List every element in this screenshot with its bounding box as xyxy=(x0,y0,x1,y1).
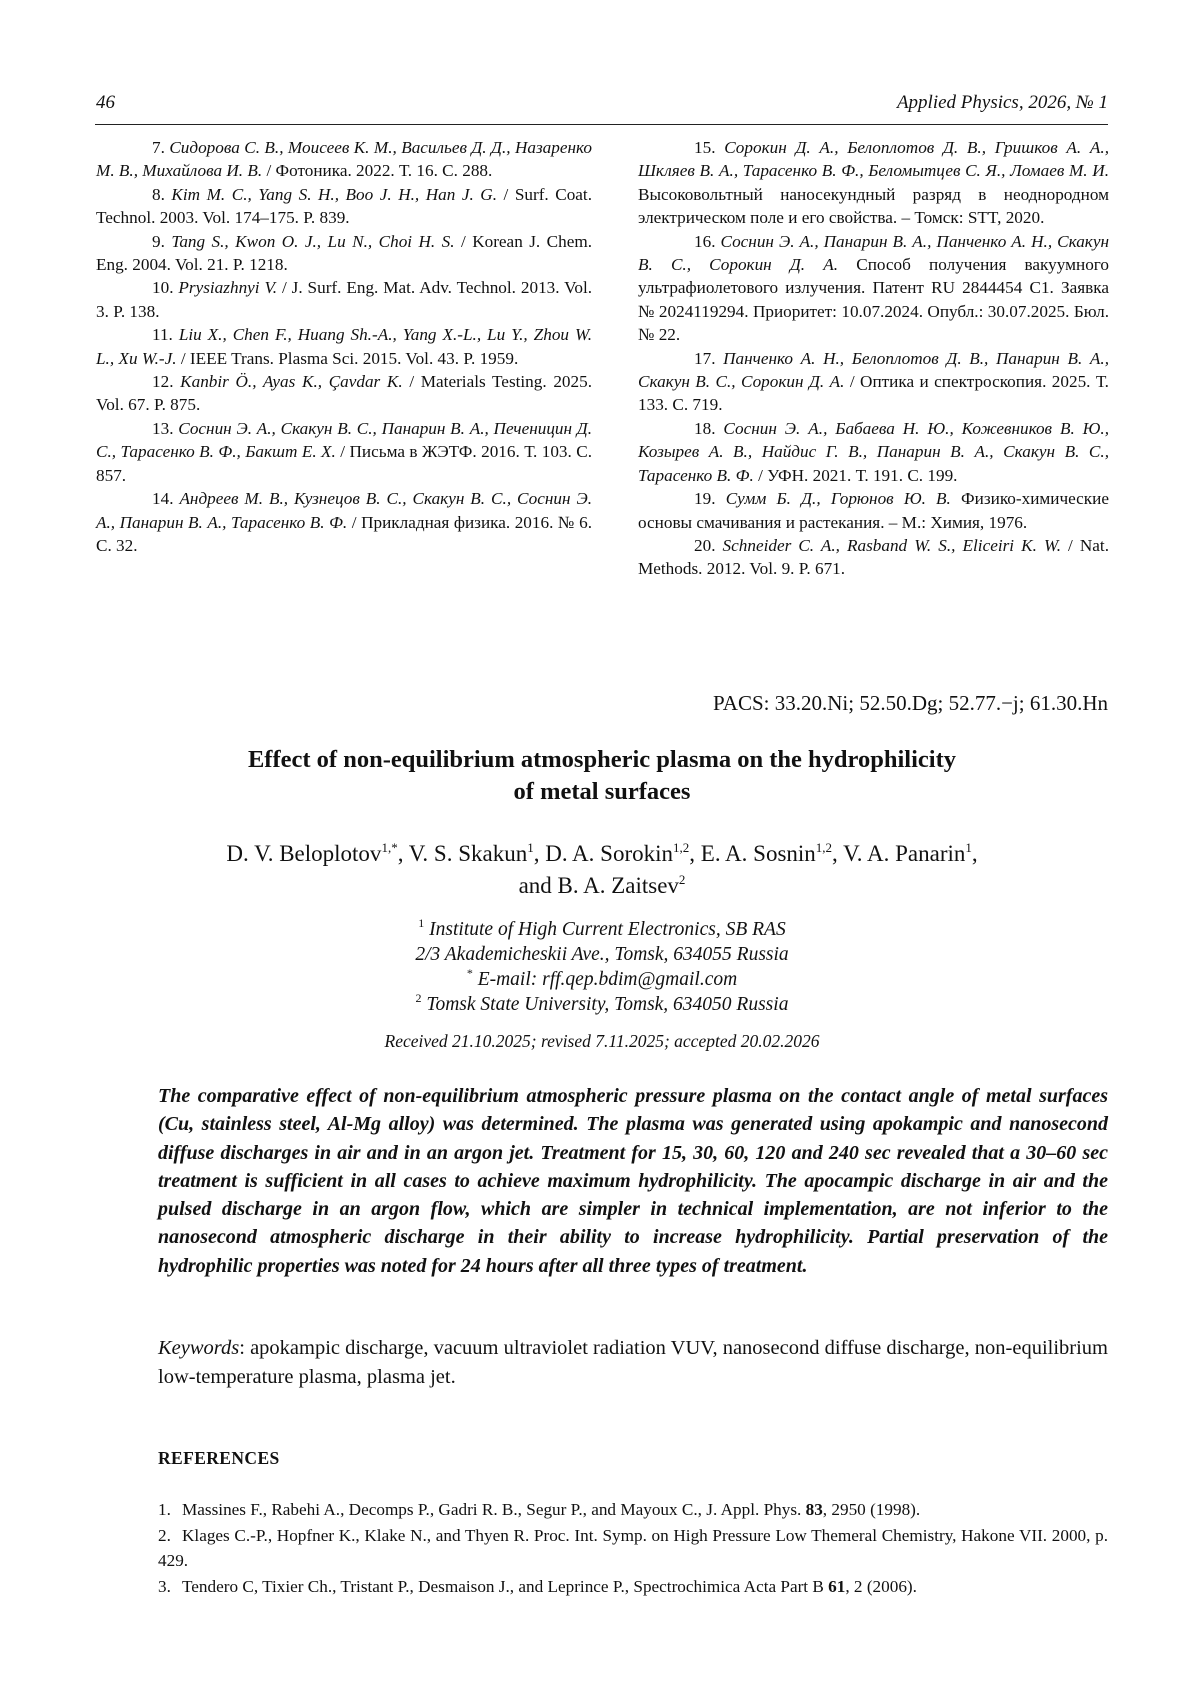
ref-item: 17. Панченко А. Н., Белоплотов Д. В., Панарин В. А., Скакун В. С., Сорокин Д. А. / Оптика и спектроскопия. 2025. Т. 133. С. 719. xyxy=(638,348,1110,415)
received-dates: Received 21.10.2025; revised 7.11.2025; accepted 20.02.2026 xyxy=(384,1031,820,1051)
previous-article-references-right xyxy=(638,136,1109,581)
ref-item: 20. Schneider C. A., Rasband W. S., Eliceiri K. W. / Nat. Methods. 2012. Vol. 9. P. 671. xyxy=(638,535,1110,579)
corresponding-email: * E-mail: rff.qep.bdim@gmail.com xyxy=(466,966,738,990)
keywords-label: Keywords xyxy=(158,1337,240,1359)
ref-item: 18. Соснин Э. А., Бабаева Н. Ю., Кожевников В. Ю., Козырев А. В., Найдис Г. В., Панарин В. А., Скакун В. С., Тарасенко В. Ф. / УФН. 2021. Т. 191. С. 199. xyxy=(638,418,1110,485)
author-list xyxy=(96,838,1108,902)
keywords xyxy=(158,1334,1108,1392)
ref-item: 9. Tang S., Kwon O. J., Lu N., Choi H. S. / Korean J. Chem. Eng. 2004. Vol. 21. P. 1218. xyxy=(96,231,593,275)
ref-item: 12. Kanbir Ö., Ayas K., Çavdar K. / Materials Testing. 2025. Vol. 67. P. 875. xyxy=(96,372,592,415)
ref-item: 10. Prysiazhnyi V. / J. Surf. Eng. Mat. Adv. Technol. 2013. Vol. 3. P. 138. xyxy=(96,278,593,321)
journal-name: Applied Physics, 2026, № 1 xyxy=(896,92,1108,113)
reference-item: 2. Klages C.-P., Hopfner K., Klake N., and Thyen R. Proc. Int. Symp. on High Pressure Low Themeral Chemistry, Hakone VII. 2000, p. 429. xyxy=(158,1525,1108,1570)
references-list xyxy=(158,1497,1108,1599)
abstract: The comparative effect of non-equilibrium atmospheric pressure plasma on the contact angle of metal surfaces (Cu, stainless steel, Al-Mg alloy) was determined. The plasma was generated using apokampic and nanosecond diffuse discharges in air and in an argon jet. Treatment for 15, 30, 60, 120 and 240 sec revealed that a 30–60 sec treatment is sufficient in all cases to achieve maximum hydrophilicity. The apocampic discharge in air and the pulsed discharge in an argon flow, which are simpler in technical implementation, are not inferior to the nanosecond atmospheric discharge in their ability to increase hydrophilicity. Partial preservation of the hydrophilic properties was noted for 24 hours after all three types of treatment. xyxy=(158,1085,1108,1277)
references-heading: REFERENCES xyxy=(158,1448,280,1468)
ref-item: 11. Liu X., Chen F., Huang Sh.-A., Yang X.-L., Lu Y., Zhou W. L., Xu W.-J. / IEEE Trans. Plasma Sci. 2015. Vol. 43. P. 1959. xyxy=(96,325,592,368)
affiliation-1-address: 2/3 Akademicheskii Ave., Tomsk, 634055 Russia xyxy=(415,944,789,965)
ref-item: 14. Андреев М. В., Кузнецов В. С., Скакун В. С., Соснин Э. А., Панарин В. А., Тарасенко В. Ф. / Прикладная физика. 2016. № 6. С. 32. xyxy=(96,489,593,555)
affiliations xyxy=(96,917,1108,1017)
ref-item: 13. Соснин Э. А., Скакун В. С., Панарин В. А., Печеницин Д. С., Тарасенко В. Ф., Бакшт Е. Х. / Письма в ЖЭТФ. 2016. Т. 103. С. 857. xyxy=(96,418,593,485)
reference-item: 1. Massines F., Rabehi A., Decomps P., Gadri R. B., Segur P., and Mayoux C., J. Appl. Phys. 83, 2950 (1998). xyxy=(158,1500,921,1519)
ref-item: 15. Сорокин Д. А., Белоплотов Д. В., Гришков А. А., Шкляев В. А., Тарасенко В. Ф., Беломытцев С. Я., Ломаев М. И. Высоковольтный наносекундный разряд в неоднородном электрическом поле и его свойства. – Томск: STT, 2020. xyxy=(638,138,1109,228)
previous-article-references-left xyxy=(96,136,592,557)
keywords-text: : apokampic discharge, vacuum ultraviolet radiation VUV, nanosecond diffuse discharge, non-equilibrium low-temperature plasma, plasma jet. xyxy=(158,1337,1108,1388)
title-line: of metal surfaces xyxy=(513,778,691,805)
ref-item: 7. Сидорова С. В., Моисеев К. М., Васильев Д. Д., Назаренко М. В., Михайлова И. В. / Фотоника. 2022. Т. 16. С. 288. xyxy=(96,138,593,181)
header-divider xyxy=(95,124,1108,125)
ref-item: 8. Kim M. C., Yang S. H., Boo J. H., Han J. G. / Surf. Coat. Technol. 2003. Vol. 174–175. P. 839. xyxy=(96,184,592,228)
author-line: and B. A. Zaitsev$^2$ xyxy=(518,872,686,898)
article-title xyxy=(96,744,1108,808)
reference-item: 3. Tendero C, Tixier Ch., Tristant P., Desmaison J., and Leprince P., Spectrochimica Acta Part B 61, 2 (2006). xyxy=(158,1576,917,1596)
ref-item: 16. Соснин Э. А., Панарин В. А., Панченко А. Н., Скакун В. С., Сорокин Д. А. Способ получения вакуумного ультрафиолетового излучения. Патент RU 2844454 C1. Заявка № 2024119294. Приоритет: 10.07.2024. Опубл.: 30.07.2025. Бюл. № 22. xyxy=(638,231,1110,345)
pacs-codes: PACS: 33.20.Ni; 52.50.Dg; 52.77.−j; 61.30.Hn xyxy=(713,691,1108,715)
page-number: 46 xyxy=(96,92,115,113)
affiliation-2: $^2$ Tomsk State University, Tomsk, 634050 Russia xyxy=(415,991,789,1015)
title-line: Effect of non-equilibrium atmospheric plasma on the hydrophilicity xyxy=(247,746,957,773)
author-line: D. V. Beloplotov$^{1,*}$, V. S. Skakun$^1$, D. A. Sorokin$^{1,2}$, E. A. Sosnin$^{1,2}$, V. A. Panarin$^1$, xyxy=(226,840,978,866)
ref-item: 19. Сумм Б. Д., Горюнов Ю. В. Физико-химические основы смачивания и растекания. – М.: Химия, 1976. xyxy=(638,489,1109,532)
affiliation-1: $^1$ Institute of High Current Electronics, SB RAS xyxy=(418,916,786,940)
running-header xyxy=(96,92,1108,114)
